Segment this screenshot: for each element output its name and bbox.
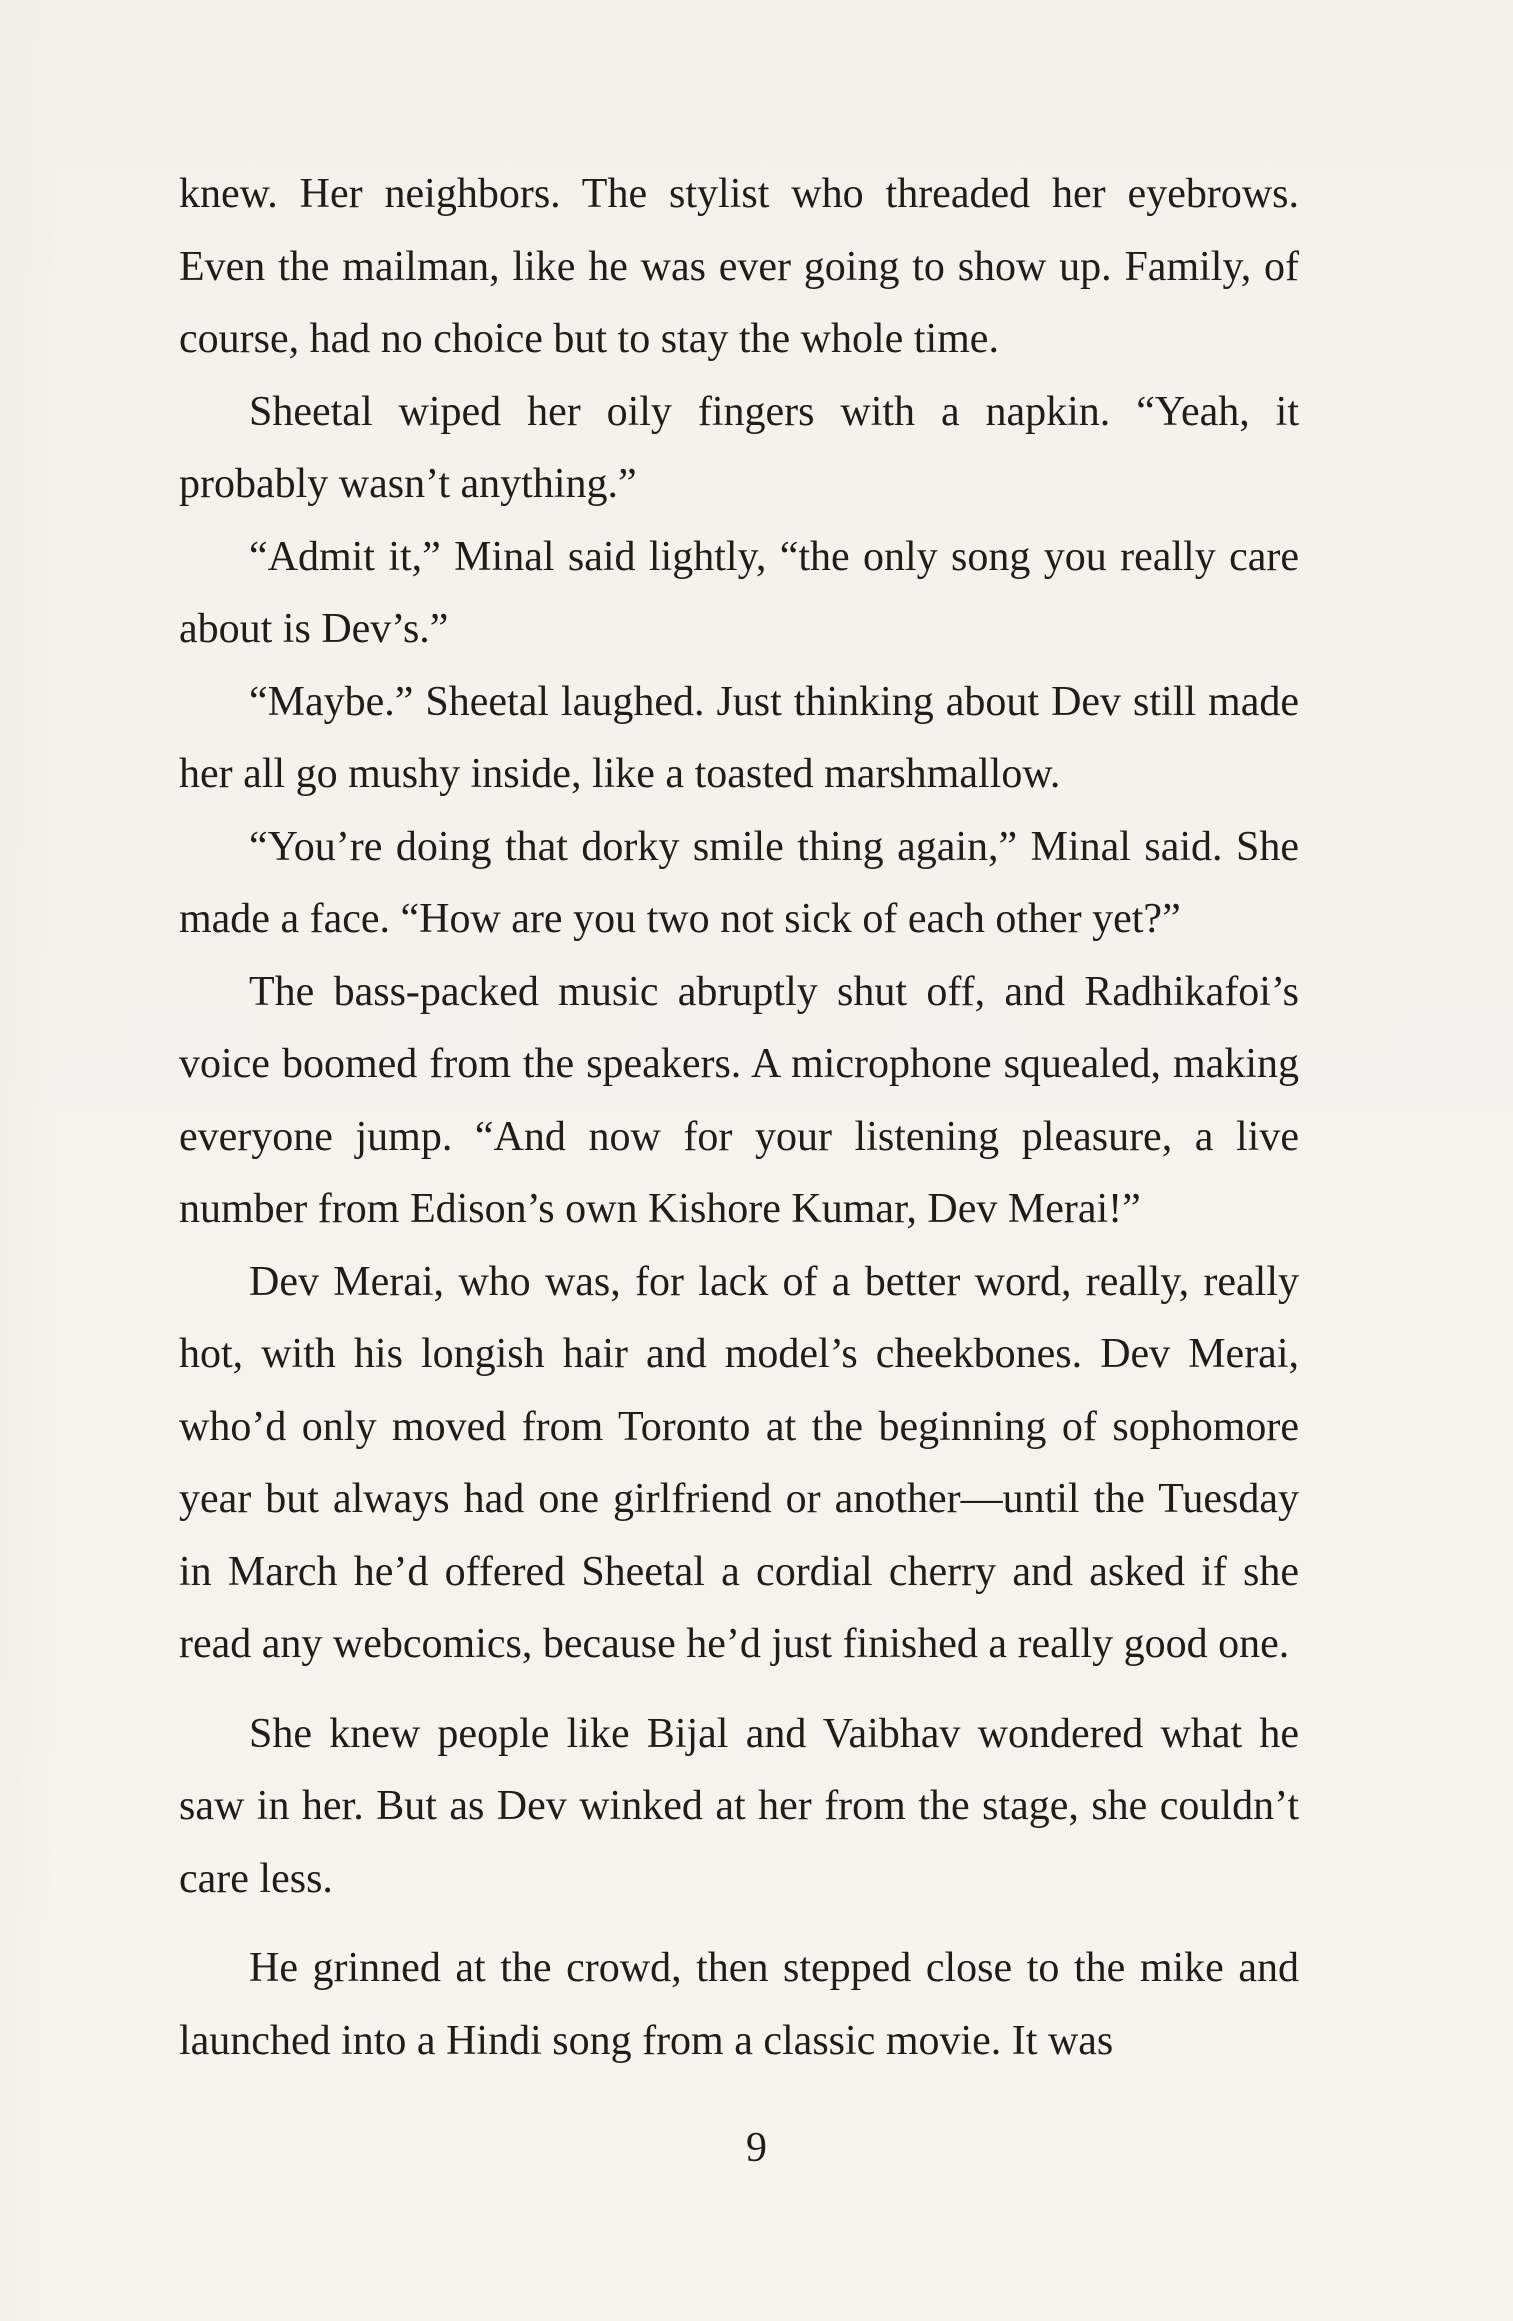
- paragraph-3: “Admit it,” Minal said lightly, “the only song you really care about is Dev’s.”: [179, 533, 1299, 652]
- body-text: [179, 158, 1299, 2077]
- paragraph-2: Sheetal wiped her oily fingers with a napkin. “Yeah, it probably wasn’t anything.”: [179, 388, 1299, 507]
- paragraph-7: Dev Merai, who was, for lack of a better word, really, really hot, with his longish hair and model’s cheekbones. Dev Merai, who’d only moved from Toronto at the beginning of sophomore year but always had one girlfriend or another—until the Tuesday in March he’d offered Sheetal a cordial cherry and asked if she read any webcomics, because he’d just finished a really good one.: [179, 1258, 1299, 1667]
- paragraph-4: “Maybe.” Sheetal laughed. Just thinking about Dev still made her all go mushy inside, like a toasted marshmallow.: [179, 678, 1299, 797]
- paragraph-9: He grinned at the crowd, then stepped close to the mike and launched into a Hindi song from a classic movie. It was: [179, 1945, 1299, 2064]
- paragraph-5: “You’re doing that dorky smile thing again,” Minal said. She made a face. “How are you two not sick of each other yet?”: [179, 823, 1299, 942]
- paragraph-6: The bass-packed music abruptly shut off, and Radhikafoi’s voice boomed from the speakers. A microphone squealed, making everyone jump. “And now for your listening pleasure, a live number from Edison’s own Kishore Kumar, Dev Merai!”: [179, 968, 1299, 1232]
- paragraph-1: knew. Her neighbors. The stylist who threaded her eyebrows. Even the mailman, like he was ever going to show up. Family, of course, had no choice but to stay the whole time.: [179, 171, 1299, 362]
- page-number: 9: [746, 2125, 767, 2171]
- paragraph-8: She knew people like Bijal and Vaibhav wondered what he saw in her. But as Dev winked at her from the stage, she couldn’t care less.: [179, 1710, 1299, 1902]
